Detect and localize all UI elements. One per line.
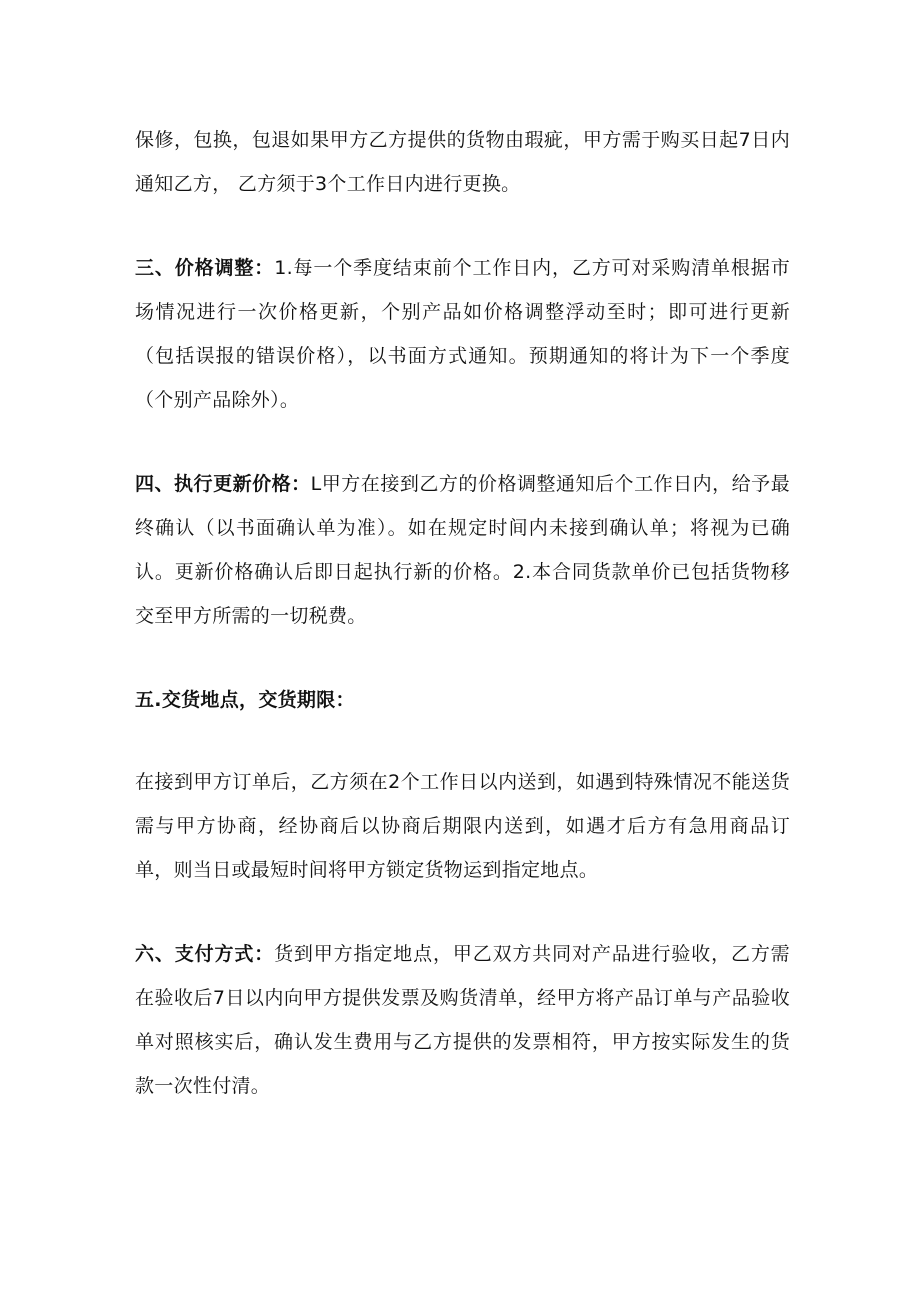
section-delivery-body: 在接到甲方订单后，乙方须在2个工作日以内送到，如遇到特殊情况不能送货需与甲方协商，经协商后以协商后期限内送到，如遇才后方有急用商品订单，则当日或最短时间将甲方锁定货物运到指定地点。 — [135, 771, 790, 881]
section-heading: 四、执行更新价格： — [135, 473, 311, 495]
section-price-adjustment — [135, 246, 790, 422]
section-payment — [135, 932, 790, 1108]
section-delivery-heading: 五.交货地点，交货期限： — [135, 689, 355, 711]
section-heading: 六、支付方式： — [135, 943, 275, 965]
section-heading: 三、价格调整： — [135, 257, 275, 279]
section-price-execution — [135, 462, 790, 638]
section-body: 1.每一个季度结束前个工作日内，乙方可对采购清单根据市场情况进行一次价格更新，个别产品如价格调整浮动至时；即可进行更新（包括误报的错误价格），以书面方式通知。预期通知的将计为下一个季度（个别产品除外）。 — [135, 257, 790, 411]
section-body: 货到甲方指定地点，甲乙双方共同对产品进行验收，乙方需在验收后7日以内向甲方提供发票及购货清单，经甲方将产品订单与产品验收单对照核实后，确认发生费用与乙方提供的发票相符，甲方按实际发生的货款一次性付清。 — [135, 943, 790, 1097]
section-body: L甲方在接到乙方的价格调整通知后个工作日内，给予最终确认（以书面确认单为准）。如在规定时间内未接到确认单；将视为已确认。更新价格确认后即日起执行新的价格。2.本合同货款单价已包括货物移交至甲方所需的一切税费。 — [135, 473, 790, 627]
warranty-paragraph: 保修，包换，包退如果甲方乙方提供的货物由瑕疵，甲方需于购买日起7日内通知乙方， 乙方须于3个工作日内进行更换。 — [135, 129, 790, 195]
document-page — [135, 118, 790, 1148]
